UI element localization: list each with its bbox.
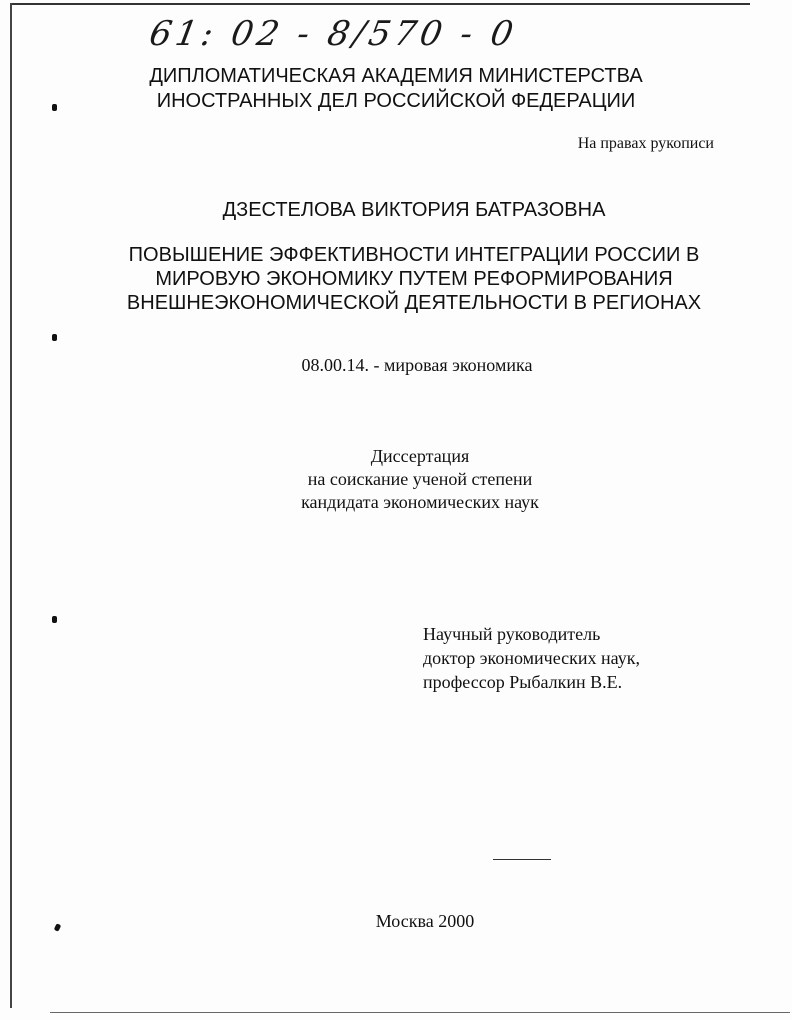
scan-mark-dot: [52, 616, 57, 623]
signature-rule: [493, 859, 551, 860]
handwritten-registry-number: 61: 02 - 8/570 - 0: [146, 14, 521, 54]
supervisor-line: доктор экономических наук,: [423, 648, 640, 668]
scan-border-top: [10, 3, 750, 5]
academy-line: ИНОСТРАННЫХ ДЕЛ РОССИЙСКОЙ ФЕДЕРАЦИИ: [156, 90, 636, 112]
scan-mark-dot: [52, 334, 57, 341]
scientific-supervisor: [423, 622, 640, 694]
manuscript-rights-note: На правах рукописи: [577, 135, 714, 152]
degree-statement: [0, 445, 792, 514]
scan-border-bottom: [50, 1012, 790, 1013]
title-line: ПОВЫШЕНИЕ ЭФФЕКТИВНОСТИ ИНТЕГРАЦИИ РОССИИ В: [128, 244, 700, 266]
degree-line: Диссертация: [370, 446, 470, 466]
supervisor-line: Научный руководитель: [423, 624, 601, 644]
supervisor-line: профессор Рыбалкин В.Е.: [423, 672, 623, 692]
specialty-code: 08.00.14. - мировая экономика: [301, 355, 533, 375]
degree-line: кандидата экономических наук: [301, 492, 539, 512]
dissertation-title: [18, 243, 792, 315]
academy-name: [0, 64, 792, 114]
title-line: МИРОВУЮ ЭКОНОМИКУ ПУТЕМ РЕФОРМИРОВАНИЯ: [155, 268, 673, 290]
city-and-year: Москва 2000: [375, 911, 475, 931]
degree-line: на соискание ученой степени: [307, 469, 533, 489]
academy-line: ДИПЛОМАТИЧЕСКАЯ АКАДЕМИЯ МИНИСТЕРСТВА: [149, 65, 643, 87]
author-name: ДЗЕСТЕЛОВА ВИКТОРИЯ БАТРАЗОВНА: [222, 199, 606, 221]
title-line: ВНЕШНЕЭКОНОМИЧЕСКОЙ ДЕЯТЕЛЬНОСТИ В РЕГИОНАХ: [126, 292, 702, 314]
